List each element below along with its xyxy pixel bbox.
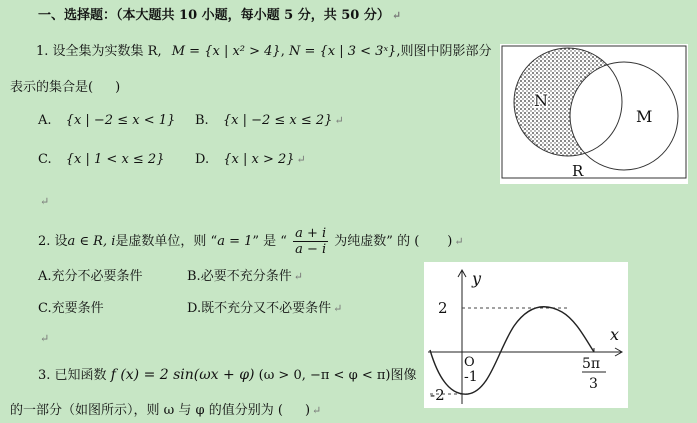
q1-intro: 1. 设全集为实数集 R, <box>36 44 162 59</box>
paragraph-mark: ↵ <box>454 235 464 248</box>
q1-option-d-value: {x | x > 2} <box>223 152 295 167</box>
question-2-line <box>38 226 464 257</box>
q1-prompt-end: ) <box>115 80 121 95</box>
q1-option-a[interactable] <box>38 113 175 128</box>
q3-text-c-end: ) <box>304 403 311 418</box>
tick-label-minus-1: -1 <box>464 369 478 385</box>
q1-option-b-value: {x | −2 ≤ x ≤ 2} <box>222 113 333 128</box>
q2-option-d[interactable] <box>187 297 342 316</box>
venn-diagram <box>500 44 688 184</box>
q2-option-d-label: D. <box>187 301 202 316</box>
q2-fraction-denominator: a − i <box>295 242 327 257</box>
sine-graph <box>424 262 628 408</box>
origin-label: O <box>464 355 475 370</box>
question-3-line <box>38 364 416 383</box>
q1-set-m: M = {x | x² > 4} <box>171 44 281 59</box>
q2-option-c-label: C. <box>38 301 52 316</box>
q2-condition: a ∈ R, i <box>67 234 116 249</box>
q2-option-a-value: 充分不必要条件 <box>51 269 143 284</box>
paragraph-mark: ↵ <box>334 114 344 127</box>
q3-intro: 3. 已知函数 <box>38 368 107 383</box>
y-axis-label: y <box>472 269 482 288</box>
q2-option-b[interactable] <box>187 265 303 284</box>
q2-text-b: 是虚数单位，则 “ <box>115 234 218 249</box>
paragraph-mark: ↵ <box>40 332 50 345</box>
section-heading <box>38 4 401 23</box>
q2-option-a[interactable] <box>38 265 143 284</box>
q2-fraction-numerator: a + i <box>295 226 327 241</box>
q1-option-c[interactable] <box>38 152 164 167</box>
q1-option-b[interactable] <box>195 113 344 128</box>
q3-function: f (x) = 2 sin(ωx + φ) <box>110 367 255 383</box>
q1-option-b-label: B. <box>195 113 209 128</box>
q2-option-b-label: B. <box>187 269 201 284</box>
q1-option-c-label: C. <box>38 152 52 167</box>
heading-text: 一、选择题：（本大题共 10 小题，每小题 5 分，共 50 分） <box>38 8 390 23</box>
q3-text-c: 的一部分（如图所示），则 ω 与 φ 的值分别为 ( <box>10 403 283 418</box>
q1-option-d[interactable] <box>195 152 306 167</box>
q1-set-n: N = {x | 3 < 3ˣ} <box>288 44 397 59</box>
q1-option-a-value: {x | −2 ≤ x < 1} <box>65 113 176 128</box>
tick-label-5pi-denominator: 3 <box>589 376 598 392</box>
q1-tail: ,则图中阴影部分 <box>396 44 492 59</box>
tick-label-2: 2 <box>438 299 448 317</box>
venn-label-r: R <box>572 162 584 180</box>
x-axis-label: x <box>610 325 620 344</box>
q2-text-d-end: ) <box>447 234 453 249</box>
q1-option-a-label: A. <box>38 113 52 128</box>
q2-option-d-value: 既不充分又不必要条件 <box>201 301 332 316</box>
q2-option-b-value: 必要不充分条件 <box>200 269 292 284</box>
q2-text-c: ” 是 “ <box>252 234 287 249</box>
paragraph-mark: ↵ <box>391 9 402 22</box>
blank-line <box>38 331 49 346</box>
q2-fraction <box>293 226 328 257</box>
venn-svg <box>500 44 688 184</box>
q2-equation: a = 1 <box>217 234 253 249</box>
question-3-line-2 <box>10 399 321 418</box>
q2-option-c[interactable] <box>38 297 104 316</box>
q2-option-a-label: A. <box>38 269 52 284</box>
paragraph-mark: ↵ <box>296 153 306 166</box>
venn-label-n: N <box>534 91 548 110</box>
sine-graph-svg <box>424 262 628 408</box>
q1-option-d-label: D. <box>195 152 210 167</box>
q2-text-d: 为纯虚数” 的 ( <box>334 234 420 249</box>
q1-option-c-value: {x | 1 < x ≤ 2} <box>65 152 165 167</box>
question-1-line: 1. 设全集为实数集 R, M = {x | x² > 4}, N = {x | 3 < 3ˣ},则图中阴影部分 <box>36 44 492 59</box>
paragraph-mark: ↵ <box>40 195 50 208</box>
paragraph-mark: ↵ <box>333 302 343 315</box>
q2-intro: 2. 设 <box>38 234 68 249</box>
question-1-line-2 <box>10 76 120 95</box>
tick-label-5pi-numerator: 5π <box>582 356 601 372</box>
q2-option-c-value: 充要条件 <box>51 301 104 316</box>
tick-label-minus-2: -2 <box>430 386 445 404</box>
sine-curve <box>430 307 594 394</box>
q3-text-b: 图像 <box>390 368 417 383</box>
venn-label-m: M <box>636 107 653 126</box>
q3-condition: (ω > 0, −π < φ < π) <box>258 368 391 383</box>
blank-line <box>38 194 49 209</box>
paragraph-mark: ↵ <box>293 270 303 283</box>
paragraph-mark: ↵ <box>312 404 322 417</box>
q1-prompt: 表示的集合是( <box>10 80 94 95</box>
